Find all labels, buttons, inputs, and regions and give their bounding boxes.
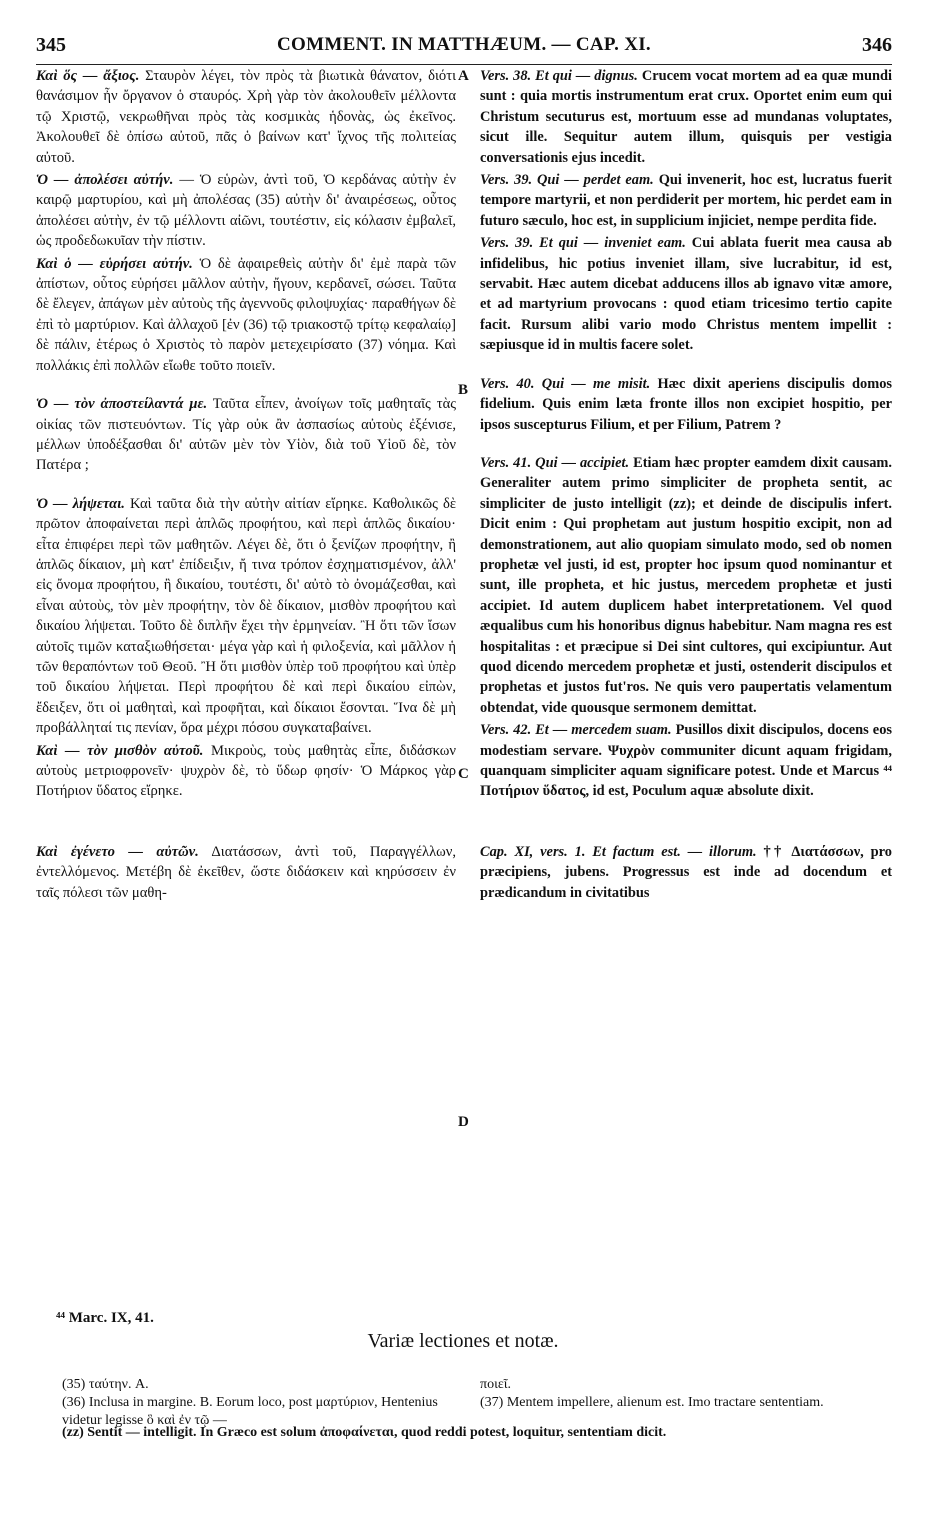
note-36: (36) Inclusa in margine. B. Eorum loco, post μαρτύριον, Hentenius videtur legisse ὃ καὶ ἐν τῷ — [62, 1395, 438, 1428]
paragraph-text: Καὶ ταῦτα διὰ τὴν αὐτὴν αἰτίαν εἴρηκε. Καθολικῶς δὲ πρῶτον ἀποφαίνεται περὶ ἁπλῶς προφήτου, καὶ περὶ ἁπλῶς δικαίου· εἶτα ἐπιφέρει περὶ τῶν μαθητῶν. Λέγει δὲ, ὅτι ὁ ξενίζων προφήτην, ἢ ἁπλῶς δίκαιον, μὴ κατ' ἐπίδειξιν, ἤ τινα τρόπον ἐσχηματισμένον, ἀλλ' εἰς ὄνομα προφήτου, ἢ δικαίου, τουτέστι, δι' αὐτὸ τὸ ὀνομάζεσθαι, καὶ εἶναι αὐτοὺς, τὸν μὲν προφήτην, τὸν δὲ δίκαιον, μισθὸν προφήτου καὶ δικαίου λήψεται. Τοῦτο δὲ διπλῆν ἔχει τὴν ἑρμηνείαν. Ἢ ὅτι τῶν ἴσων αὐτοῖς τιμῶν καταξιωθήσεται· μέγα γὰρ καὶ ἡ φιλοξενία, καὶ μᾶλλον ἡ τῶν θεραπόντων τοῦ Θεοῦ. Ἢ ὅτι μισθὸν ὑπὲρ τοῦ προφήτου καὶ ὑπὲρ τοῦ δικαίου λήψεται. Περὶ προφήτου δὲ καὶ περὶ δικαίου εἰπὼν, ἔδειξεν, ὅτι οἱ μαθηταὶ, καὶ προφῆται, καὶ δίκαιοι ἔσονται. Ἵνα δὲ μὴ προβάλληταί τις πενίαν, ὅρα μέχρι πόσου συγκαταβαίνει. [36, 495, 457, 737]
greek-paragraph [36, 170, 456, 252]
notes-left [62, 1376, 462, 1430]
margin-letter-c: C [458, 766, 469, 782]
paragraph-text: Μικροὺς, τοὺς μαθητὰς εἶπε, διδάσκων αὐτοὺς μετριοφρονεῖν· ψυχρὸν δὲ, τὸ ὕδωρ φησίν· Ὁ Μάρκος γὰρ Ποτήριον ὕδατος εἴρηκε. [36, 742, 457, 800]
running-header [36, 30, 892, 65]
latin-paragraph [480, 66, 892, 168]
lemma: Vers. 39. Et qui — inveniet eam. [480, 235, 686, 252]
latin-paragraph [480, 233, 892, 355]
latin-paragraph [480, 374, 892, 435]
greek-paragraph [36, 741, 456, 802]
notes-heading: Variæ lectiones et notæ. [367, 1330, 559, 1352]
paragraph-text: Pusillos dixit discipulos, docens eos modestiam servare. Ψυχρὸν communiter dicunt aquam frigidam, quanquam simpliciter aquam significare potest. Unde et Marcus ⁴⁴ Ποτήριον ὕδατος, id est, Poculum aquæ absolute dixit. [480, 722, 892, 800]
footnote-reference: ⁴⁴ Marc. IX, 41. [56, 1310, 154, 1326]
paragraph-text: Ταῦτα εἶπεν, ἀνοίγων τοῖς μαθηταῖς τὰς οἰκίας τῶν πιστευόντων. Τίς γὰρ οὐκ ἂν ἀσπασίως αὐτοὺς ἐξένισε, μέλλων ὑποδέξασθαι δι' αὐτῶν μὲν τὸν Υἱὸν, διὰ τοῦ Υἱοῦ δὲ, τὸν Πατέρα ; [36, 396, 456, 474]
notes-bottom [62, 1424, 894, 1442]
margin-letter-d: D [458, 1114, 469, 1130]
latin-paragraph [480, 170, 892, 231]
note-37: (37) Mentem impellere, alienum est. Imo tractare sententiam. [480, 1395, 824, 1410]
paragraph-text: Qui invenerit, hoc est, lucratus fuerit tempore martyrii, et non perdiderit per mortem, hic perdet eam in futuro sæculo, hoc est, in supplicium injiciet, nempe perdita fide. [480, 172, 892, 229]
lemma: Καὶ ἐγένετο — αὐτῶν. [36, 843, 199, 860]
lemma: Cap. XI, vers. 1. Et factum est. — illorum. [480, 843, 757, 860]
paragraph-text: †† Διατάσσων, pro præcipiens, jubens. Progressus est inde ad docendum et prædicandum in civitatibus [480, 843, 892, 901]
page-number-right: 346 [862, 34, 892, 56]
latin-paragraph [480, 453, 892, 718]
lemma: Καὶ — τὸν μισθὸν αὐτοῦ. [36, 742, 204, 759]
running-title: COMMENT. IN MATTHÆUM. — CAP. XI. [277, 34, 651, 55]
paragraph-text: Hæc dixit aperiens discipulis domos fidelium. Quis enim læta fronte illos non excipiet hospitio, per ipsos suscepturus Filium, et per Filium, Patrem ? [480, 375, 892, 433]
greek-paragraph [36, 254, 456, 376]
greek-column [36, 66, 456, 903]
note-35: (35) ταύτην. A. [62, 1377, 149, 1392]
latin-paragraph [480, 720, 892, 802]
latin-column [480, 66, 892, 903]
margin-letter-a: A [458, 68, 469, 84]
paragraph-text: Σταυρὸν λέγει, τὸν πρὸς τὰ βιωτικὰ θάνατον, διότι θανάσιμον ἦν ὄργανον ὁ σταυρός. Χρὴ γὰρ τὸν ἀκολουθεῖν μέλλοντα τῷ Χριστῷ, νεκρωθῆναι πρὸς τὰς κοσμικὰς ἡδονὰς, ὡς ἐκεῖνος. Ἀκολουθεῖ δὲ ὀπίσω αὐτοῦ, πᾶς ὁ βαίνων κατ' ἴχνος τῆς πολιτείας αὐτοῦ. [36, 68, 457, 166]
lemma: Καὶ ὁ — εὑρήσει αὐτήν. [36, 255, 193, 272]
page-number-left: 345 [36, 34, 66, 56]
paragraph-text: Cui ablata fuerit mea causa ab infidelibus, hic potius inveniet illam, sive lucrabitur, id est, servabit. Hæc autem dicebat adducens illos ab ignavo vitæ amore, et ad martyrium provocans : quod etiam tricesimo tertio capite facit. Rursum alibi vario modo Christus mentem impellit : sæpiusque id in multis facere solet. [480, 235, 893, 354]
greek-paragraph [36, 394, 456, 476]
lemma: Vers. 38. Et qui — dignus. [480, 68, 638, 84]
greek-paragraph [36, 66, 456, 168]
latin-paragraph [480, 842, 892, 903]
paragraph-text: Crucem vocat mortem ad ea quæ mundi sunt : quia mortis instrumentum erat crux. Oportet enim eum qui Christum secuturus est, mortuum esse ad mundanas voluptates, sicut ille. Sequitur autem illum, quisquis per vestigia conversationis ejus incedit. [480, 68, 892, 166]
note-zz: (zz) Sentit — intelligit. In Græco est solum ἀποφαίνεται, quod reddi potest, loquitur, sententiam dicit. [62, 1425, 667, 1440]
lemma: Vers. 40. Qui — me misit. [480, 375, 651, 392]
lemma: Vers. 41. Qui — accipiet. [480, 454, 630, 471]
greek-paragraph [36, 842, 456, 903]
greek-paragraph [36, 494, 456, 739]
lemma: Vers. 42. Et — mercedem suam. [480, 722, 672, 739]
lemma: Καὶ ὅς — ἄξιος. [36, 68, 140, 84]
lemma: Ὁ — λήψεται. [36, 495, 125, 512]
notes-right [480, 1376, 892, 1412]
note-37-continuation: ποιεῖ. [480, 1377, 511, 1392]
lemma: Vers. 39. Qui — perdet eam. [480, 172, 654, 189]
paragraph-text: Etiam hæc propter eamdem dixit causam. Generaliter autem primo simpliciter de propheta sentit, ac simpliciter de justo intelligit (zz); et deinde de discipulis infert. Dicit enim : Qui prophetam aut justum hospitio excipit, non ad demonstrationem, aut alio quopiam simulato modo, sed ob nomen prophetæ vel justi, id est, propter hoc ipsum quod nominantur et sunt, ille propheta, et hic justus, mercedem prophetæ et justi accipiet. Id autem duplicem habet interpretationem. Vel quod æqualibus cum his honoribus dignus habebitur. Nam magna res est hospitalitas : et præcipue si Dei sint cultores, qui excipiuntur. Aut quod dicendo mercedem prophetæ et justi, ostenderit discipulos et prophetas et justos fut'ros. Ne quis vero paupertatis velamentum obtendat, vide quousque sermonem demittat. [480, 454, 892, 716]
lemma: Ὁ — ἀπολέσει αὐτήν. [36, 172, 174, 189]
lemma: Ὁ — τὸν ἀποστείλαντά με. [36, 396, 208, 413]
paragraph-text: Διατάσσων, ἀντὶ τοῦ, Παραγγέλλων, ἐντελλόμενος. Μετέβη δὲ ἐκεῖθεν, ὥστε διδάσκειν καὶ κηρύσσειν ἐν ταῖς πόλεσι τῶν μαθη- [36, 843, 456, 901]
margin-letter-b: B [458, 382, 469, 398]
paragraph-text: Ὁ δὲ ἀφαιρεθεὶς αὐτὴν δι' ἐμὲ παρὰ τῶν ἀπίστων, οὗτος εὑρήσει μᾶλλον αὐτὴν, ἤγουν, κερδανεῖ, σώσει. Ταῦτα δὲ ἔλεγεν, ἀπάγων μὲν αὐτοὺς τῆς ἀγεννοῦς φιλοψυχίας· παραθήγων δὲ ἐπὶ τὸ μαρτύριον. Καὶ ἀλλαχοῦ [ἐν (36) τῷ τριακοστῷ τρίτῳ κεφαλαίῳ] δὲ πάλιν, ἑτέρως ὁ Χριστὸς τὸ παρὸν μετεχειρίσατο (37) νόημα. Καὶ πολλάκις ἐπὶ πολλῶν εἴωθε τοῦτο ποιεῖν. [36, 255, 456, 374]
paragraph-text: — Ὁ εὑρὼν, ἀντὶ τοῦ, Ὁ κερδάνας αὐτὴν ἐν καιρῷ μαρτυρίου, καὶ μὴ ἀπολέσας (35) αὐτὴν δι' ἀναιρέσεως, οὗτος ἀπολέσει αὐτὴν, ἐν τῷ μέλλοντι αἰῶνι, τουτέστιν, εἰς κόλασιν ἐμβαλεῖ, ὡς προδεδωκυῖαν τὴν πίστιν. [36, 172, 456, 250]
